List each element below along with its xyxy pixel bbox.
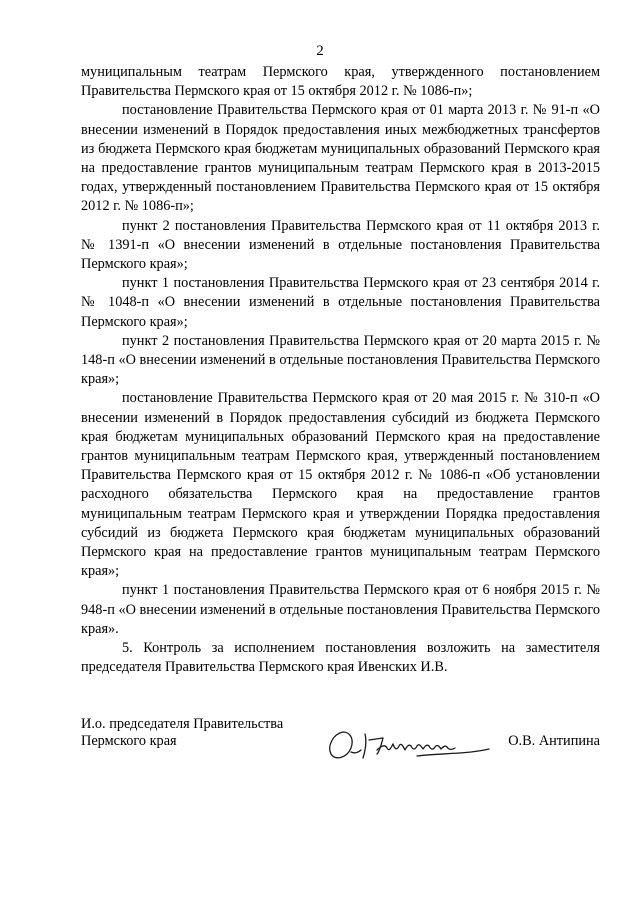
signer-title (81, 716, 321, 750)
paragraph-decree-1391p: пункт 2 постановления Правительства Пермского края от 11 октября 2013 г. № 1391-п «О внесении изменений в отдельные постановления Правительства Пермского края»; (81, 217, 600, 273)
signature-block (81, 716, 600, 776)
signer-name: О.В. Антипина (508, 733, 600, 749)
paragraph-decree-148p: пункт 2 постановления Правительства Пермского края от 20 марта 2015 г. № 148-п «О внесении изменений в отдельные постановления Правительства Пермского края»; (81, 332, 600, 388)
paragraph-decree-310p: постановление Правительства Пермского края от 20 мая 2015 г. № 310-п «О внесении изменений в Порядок предоставления субсидий из бюджета Пермского края бюджетам муниципальных образований Пермского края на предоставление грантов муниципальным театрам Пермского края, утвержденный постановлением Правительства Пермского края от 15 октября 2012 г. № 1086-п «Об установлении расходного обязательства Пермского края на предоставление грантов муниципальным театрам Пермского края и утверждении Порядка предоставления субсидий из бюджета Пермского края бюджетам муниципальных образований Пермского края на предоставление грантов муниципальным театрам Пермского края»; (81, 390, 600, 580)
page-number: 2 (316, 43, 324, 59)
document-body (81, 63, 600, 678)
paragraph-decree-948p: пункт 1 постановления Правительства Пермского края от 6 ноября 2015 г. № 948-п «О внесении изменений в отдельные постановления Правительства Пермского края». (81, 582, 600, 637)
paragraph-decree-1048p: пункт 1 постановления Правительства Пермского края от 23 сентября 2014 г. № 1048-п «О внесении изменений в отдельные постановления Правительства Пермского края»; (81, 275, 600, 330)
paragraph-control-clause: 5. Контроль за исполнением постановления возложить на заместителя председателя Правительства Пермского края Ивенских И.В. (81, 640, 600, 676)
paragraph-decree-91p: постановление Правительства Пермского края от 01 марта 2013 г. № 91-п «О внесении изменений в Порядок предоставления иных межбюджетных трансфертов из бюджета Пермского края бюджетам муниципальных образований Пермского края на предоставление грантов муниципальным театрам Пермского края в 2013-2015 годах, утвержденный постановлением Правительства Пермского края от 15 октября 2012 г. № 1086-п»; (81, 102, 600, 215)
signer-title-line-2: Пермского края (81, 733, 177, 749)
signer-title-line-1: И.о. председателя Правительства (81, 716, 284, 732)
handwritten-signature (321, 716, 491, 766)
paragraph-1-continuation: муниципальным театрам Пермского края, утвержденного постановлением Правительства Пермского края от 15 октября 2012 г. № 1086-п»; (81, 64, 600, 100)
